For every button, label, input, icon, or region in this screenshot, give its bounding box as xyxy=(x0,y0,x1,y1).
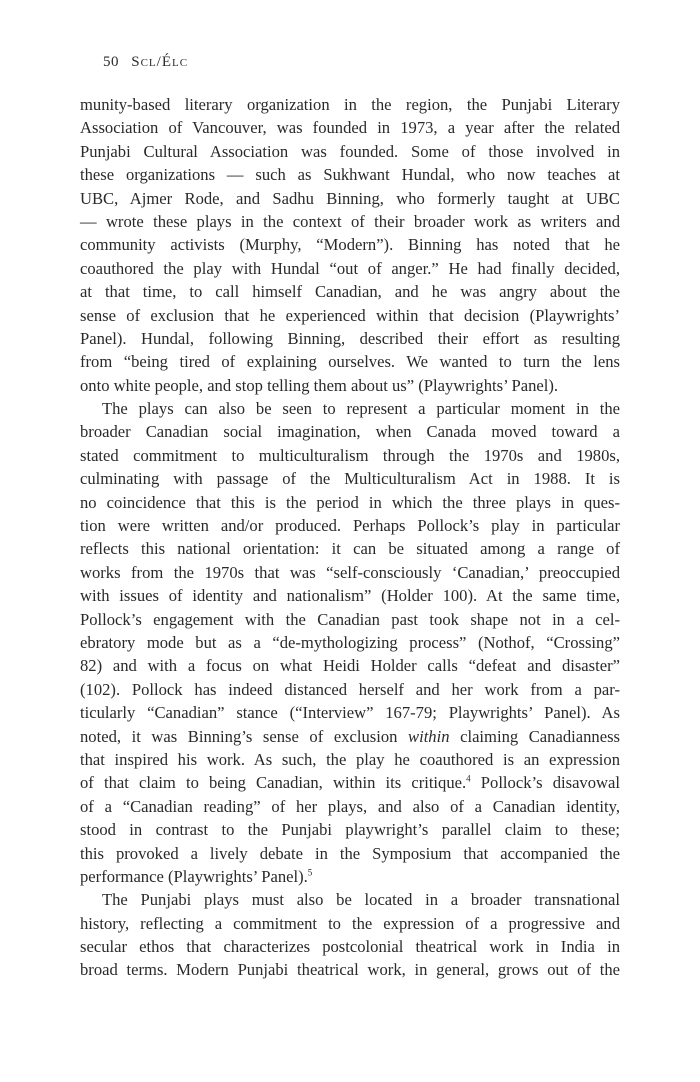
text-line: sense of exclusion that he experienced within that decision (Playwrights’ xyxy=(80,305,620,325)
paragraph xyxy=(80,397,620,888)
text-line: broader Canadian social imagination, when Canada moved toward a xyxy=(80,422,620,442)
text-line: 82) and with a focus on what Heidi Holder calls “defeat and disaster” xyxy=(80,656,620,676)
text-line: tion were written and/or produced. Perhaps Pollock’s play in particular xyxy=(80,516,620,536)
text-line: community activists (Murphy, “Modern”). Binning has noted that he xyxy=(80,235,620,255)
text-line: works from the 1970s that was “self-consciously ‘Canadian,’ preoccupied xyxy=(80,562,620,582)
page-number: 50 xyxy=(103,54,119,70)
text-line: Punjabi Cultural Association was founded. Some of those involved in xyxy=(80,141,620,161)
footnote-marker[interactable]: 4 xyxy=(466,773,471,784)
text-line: that inspired his work. As such, the play he coauthored is an expression xyxy=(80,749,620,769)
text-line: UBC, Ajmer Rode, and Sadhu Binning, who formerly taught at UBC xyxy=(80,188,620,208)
text-line: of that claim to being Canadian, within its critique.$^4$ Pollock’s disavowal xyxy=(80,773,620,793)
text-line: of a “Canadian reading” of her plays, and also of a Canadian identity, xyxy=(80,796,620,816)
text-line: Association of Vancouver, was founded in 1973, a year after the related xyxy=(80,118,620,138)
text-line: munity-based literary organization in the region, the Punjabi Literary xyxy=(80,95,620,114)
text-line: no coincidence that this is the period in which the three plays in ques- xyxy=(80,492,620,512)
text-line: with issues of identity and nationalism” (Holder 100). At the same time, xyxy=(80,586,620,606)
text-line: reflects this national orientation: it can be situated among a range of xyxy=(80,539,620,559)
text-line: broad terms. Modern Punjabi theatrical work, in general, grows out of the xyxy=(80,960,620,980)
text-line: noted, it was Binning’s sense of exclusion within claiming Canadianness xyxy=(80,726,620,746)
text-line: The plays can also be seen to represent a particular moment in the xyxy=(102,399,620,419)
journal-title: Scl/Élc xyxy=(131,54,189,70)
text-line: The Punjabi plays must also be located in a broader transnational xyxy=(102,890,620,910)
text-line: stood in contrast to the Punjabi playwright’s parallel claim to these; xyxy=(80,820,620,840)
text-line: at that time, to call himself Canadian, and he was angry about the xyxy=(80,282,620,302)
text-line: stated commitment to multiculturalism through the 1970s and 1980s, xyxy=(80,445,620,465)
text-line: Panel). Hundal, following Binning, described their effort as resulting xyxy=(80,328,620,348)
text-line: onto white people, and stop telling them about us” (Playwrights’ Panel). xyxy=(80,375,559,395)
text-line: Pollock’s engagement with the Canadian past took shape not in a cel- xyxy=(80,609,620,629)
text-line: this provoked a lively debate in the Symposium that accompanied the xyxy=(80,843,620,863)
text-line: — wrote these plays in the context of their broader work as writers and xyxy=(80,211,620,231)
text-line: these organizations — such as Sukhwant Hundal, who now teaches at xyxy=(80,165,620,185)
text-line: ticularly “Canadian” stance (“Interview” 167-79; Playwrights’ Panel). As xyxy=(80,703,620,723)
text-line: (102). Pollock has indeed distanced herself and her work from a par- xyxy=(80,679,620,699)
text-line: history, reflecting a commitment to the expression of a progressive and xyxy=(80,913,620,933)
body-text xyxy=(80,93,620,982)
text-line: secular ethos that characterizes postcolonial theatrical work in India in xyxy=(80,937,620,957)
footnote-marker[interactable]: 5 xyxy=(307,867,313,878)
text-line: culminating with passage of the Multiculturalism Act in 1988. It is xyxy=(80,469,620,489)
text-line: performance (Playwrights’ Panel).$^5$ xyxy=(80,866,313,886)
running-head xyxy=(103,54,188,71)
paragraph xyxy=(80,93,620,397)
text-line: coauthored the play with Hundal “out of anger.” He had finally decided, xyxy=(80,258,620,278)
paragraph xyxy=(80,888,620,982)
text-line: ebratory mode but as a “de-mythologizing process” (Nothof, “Crossing” xyxy=(80,632,620,652)
text-line: from “being tired of explaining ourselves. We wanted to turn the lens xyxy=(80,352,620,372)
emphasis: within xyxy=(408,726,450,746)
